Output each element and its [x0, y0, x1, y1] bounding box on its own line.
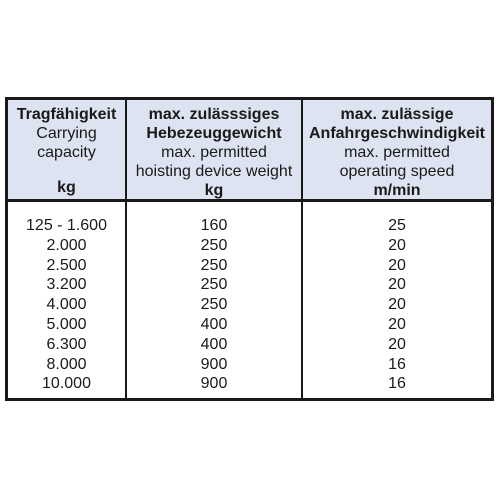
header-weight-de-2: Hebezeuggewicht	[146, 125, 282, 142]
header-cell-weight	[127, 100, 301, 199]
cell-speed: 20	[388, 236, 406, 254]
header-weight-en-2: hoisting device weight	[135, 163, 293, 180]
column-capacity	[8, 216, 125, 394]
header-capacity-en-1: Carrying	[36, 125, 97, 142]
cell-speed: 16	[388, 375, 406, 393]
cell-speed: 20	[388, 335, 406, 353]
column-weight	[127, 216, 301, 394]
cell-capacity: 10.000	[42, 375, 91, 393]
header-capacity-en-2: capacity	[37, 144, 96, 161]
header-weight-en-1: max. permitted	[161, 144, 267, 161]
cell-speed: 25	[388, 217, 406, 234]
header-speed-en-2: operating speed	[339, 163, 455, 180]
cell-weight: 250	[200, 236, 228, 254]
cell-speed: 20	[388, 256, 406, 274]
header-weight-de-1: max. zulässsiges	[148, 106, 280, 123]
cell-weight: 400	[200, 335, 228, 353]
cell-speed: 20	[388, 315, 406, 333]
header-speed-en-1: max. permitted	[344, 144, 450, 161]
specification-table	[5, 97, 494, 401]
cell-capacity: 6.300	[46, 335, 87, 353]
cell-weight: 160	[200, 217, 228, 234]
cell-weight: 900	[200, 375, 228, 393]
header-cell-speed	[303, 100, 491, 199]
header-cell-capacity	[8, 100, 125, 199]
cell-weight: 250	[200, 276, 228, 294]
cell-capacity: 4.000	[46, 296, 87, 314]
cell-speed: 20	[388, 276, 406, 294]
cell-weight: 250	[200, 296, 228, 314]
cell-speed: 16	[388, 355, 406, 373]
column-speed	[303, 216, 491, 394]
header-capacity-unit: kg	[57, 179, 76, 196]
cell-capacity: 125 - 1.600	[26, 217, 107, 234]
cell-capacity: 8.000	[46, 355, 87, 373]
cell-speed: 20	[388, 296, 406, 314]
cell-capacity: 2.500	[46, 256, 87, 274]
header-speed-de-2: Anfahrgeschwindigkeit	[308, 125, 486, 142]
cell-capacity: 3.200	[46, 276, 87, 294]
header-capacity-de: Tragfähigkeit	[16, 106, 117, 123]
cell-weight: 400	[200, 315, 228, 333]
cell-capacity: 2.000	[46, 236, 87, 254]
cell-weight: 250	[200, 256, 228, 274]
header-weight-unit: kg	[204, 182, 224, 199]
cell-weight: 900	[200, 355, 228, 373]
table-header	[8, 100, 491, 202]
cell-capacity: 5.000	[46, 315, 87, 333]
table-body	[8, 202, 491, 398]
header-speed-de-1: max. zulässige	[340, 106, 454, 123]
header-speed-unit: m/min	[373, 182, 421, 199]
